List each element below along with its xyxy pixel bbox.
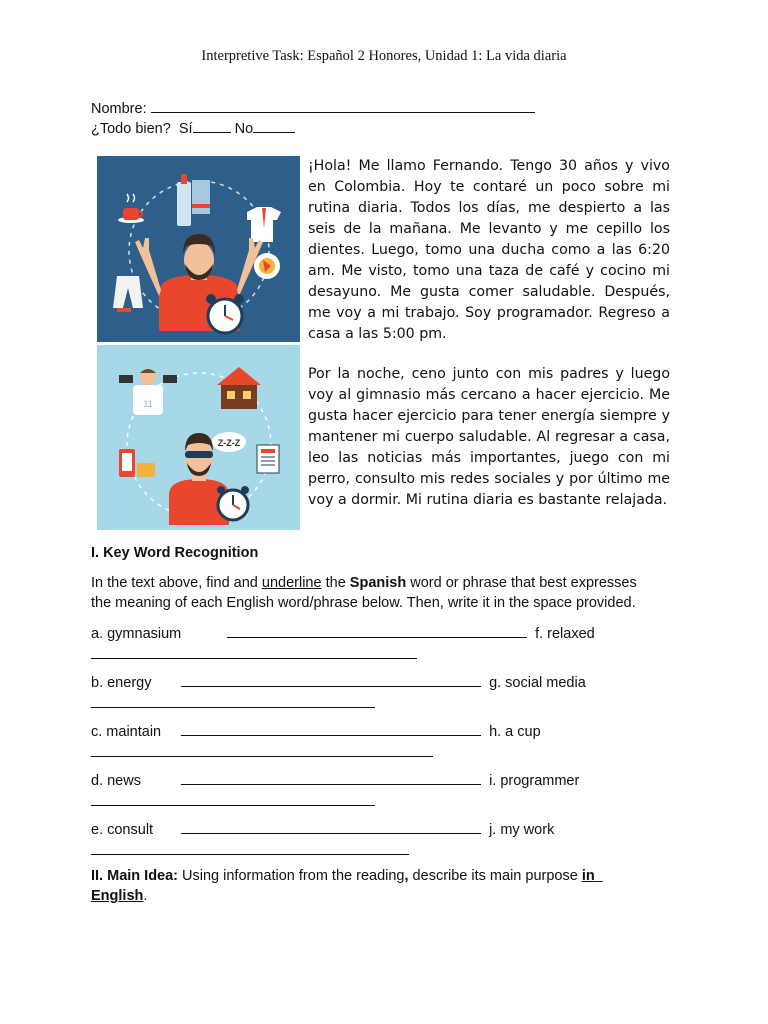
nombre-blank[interactable]: [151, 99, 535, 113]
nombre-label: Nombre:: [91, 101, 147, 117]
si-blank[interactable]: [193, 119, 231, 133]
section2-line2: English.: [91, 888, 148, 904]
section1-title: I. Key Word Recognition: [91, 545, 259, 561]
item-d-label: d. news: [91, 773, 141, 789]
todo-bien-label: ¿Todo bien?: [91, 121, 171, 137]
in-label: in: [581, 868, 595, 884]
item-e-label: e. consult: [91, 822, 154, 838]
alarm-clock-icon: [217, 486, 249, 520]
item-g-label: g. social media: [489, 675, 586, 691]
item-row-c-h: [91, 722, 541, 740]
item-i-answer-line[interactable]: [91, 792, 375, 811]
sleep-bubble-icon: [212, 432, 246, 452]
item-row-e-j: [91, 820, 554, 838]
item-row-d-i: [91, 771, 579, 789]
breakfast-plate-icon: [254, 253, 280, 279]
item-b-label: b. energy: [91, 675, 152, 691]
section2-line1: II. Main Idea: Using information from the reading, describe its main purpose in: [91, 868, 595, 884]
item-d-blank[interactable]: [181, 771, 481, 785]
morning-routine-illustration: [97, 156, 300, 342]
item-c-blank[interactable]: [181, 722, 481, 736]
no-label: No: [234, 121, 254, 137]
item-row-a-f: [91, 624, 595, 642]
item-h-answer-line[interactable]: [91, 743, 433, 762]
item-h-label: h. a cup: [489, 724, 541, 740]
newspaper-icon: [257, 445, 279, 473]
item-e-blank[interactable]: [181, 820, 481, 834]
english-label: English: [91, 888, 144, 904]
evening-routine-illustration: [97, 345, 300, 530]
item-b-blank[interactable]: [181, 673, 481, 687]
item-c-label: c. maintain: [91, 724, 162, 740]
nombre-row: [91, 99, 535, 117]
reading-paragraph-2: Por la noche, ceno junto con mis padres y luego voy al gimnasio más cercano a hacer ejercicio. Me gusta hacer ejercicio para tener energía siempre y mantener mi cuerpo saludable. Al regresar a casa, leo las noticias más importantes, juego con mi perro, consulto mis redes sociales y por último me voy a dormir. Mi rutina diaria es bastante relajada.: [308, 366, 670, 508]
jersey-number: 11: [143, 399, 153, 409]
item-a-label: a. gymnasium: [91, 626, 182, 642]
item-a-blank[interactable]: [227, 624, 527, 638]
item-i-label: i. programmer: [489, 773, 580, 789]
item-g-answer-line[interactable]: [91, 694, 375, 713]
item-f-answer-line[interactable]: [91, 645, 417, 664]
no-blank[interactable]: [253, 119, 295, 133]
todo-bien-row: [91, 119, 295, 137]
reading-paragraph-1: ¡Hola! Me llamo Fernando. Tengo 30 años y vivo en Colombia. Hoy te contaré un poco sobre mi rutina diaria. Todos los días, me despierto a las seis de la mañana. Me levanto y me cepillo los dientes. Luego, tomo una ducha como a las 6:20 am. Me visto, tomo una taza de café y cocino mi desayuno. Me gusta comer saludable. Después, me voy a mi trabajo. Soy programador. Regreso a casa a las 5:00 pm.: [308, 158, 670, 342]
item-j-label: j. my work: [489, 822, 555, 838]
page-header: Interpretive Task: Español 2 Honores, Unidad 1: La vida diaria: [201, 48, 567, 64]
sleep-bubble-text: Z-Z-Z: [217, 438, 241, 448]
item-f-label: f. relaxed: [535, 626, 595, 642]
section2-title: II. Main Idea:: [91, 868, 179, 884]
spanish-word: Spanish: [349, 575, 407, 591]
section1-instructions-line1: In the text above, find and underline the Spanish word or phrase that best expresses: [91, 575, 637, 591]
section1-instructions-line2: the meaning of each English word/phrase below. Then, write it in the space provided.: [91, 595, 636, 611]
alarm-clock-icon: [206, 294, 244, 333]
si-label: Sí: [178, 121, 193, 137]
underline-word: underline: [261, 575, 322, 591]
item-j-answer-line[interactable]: [91, 841, 409, 860]
item-row-b-g: [91, 673, 586, 691]
